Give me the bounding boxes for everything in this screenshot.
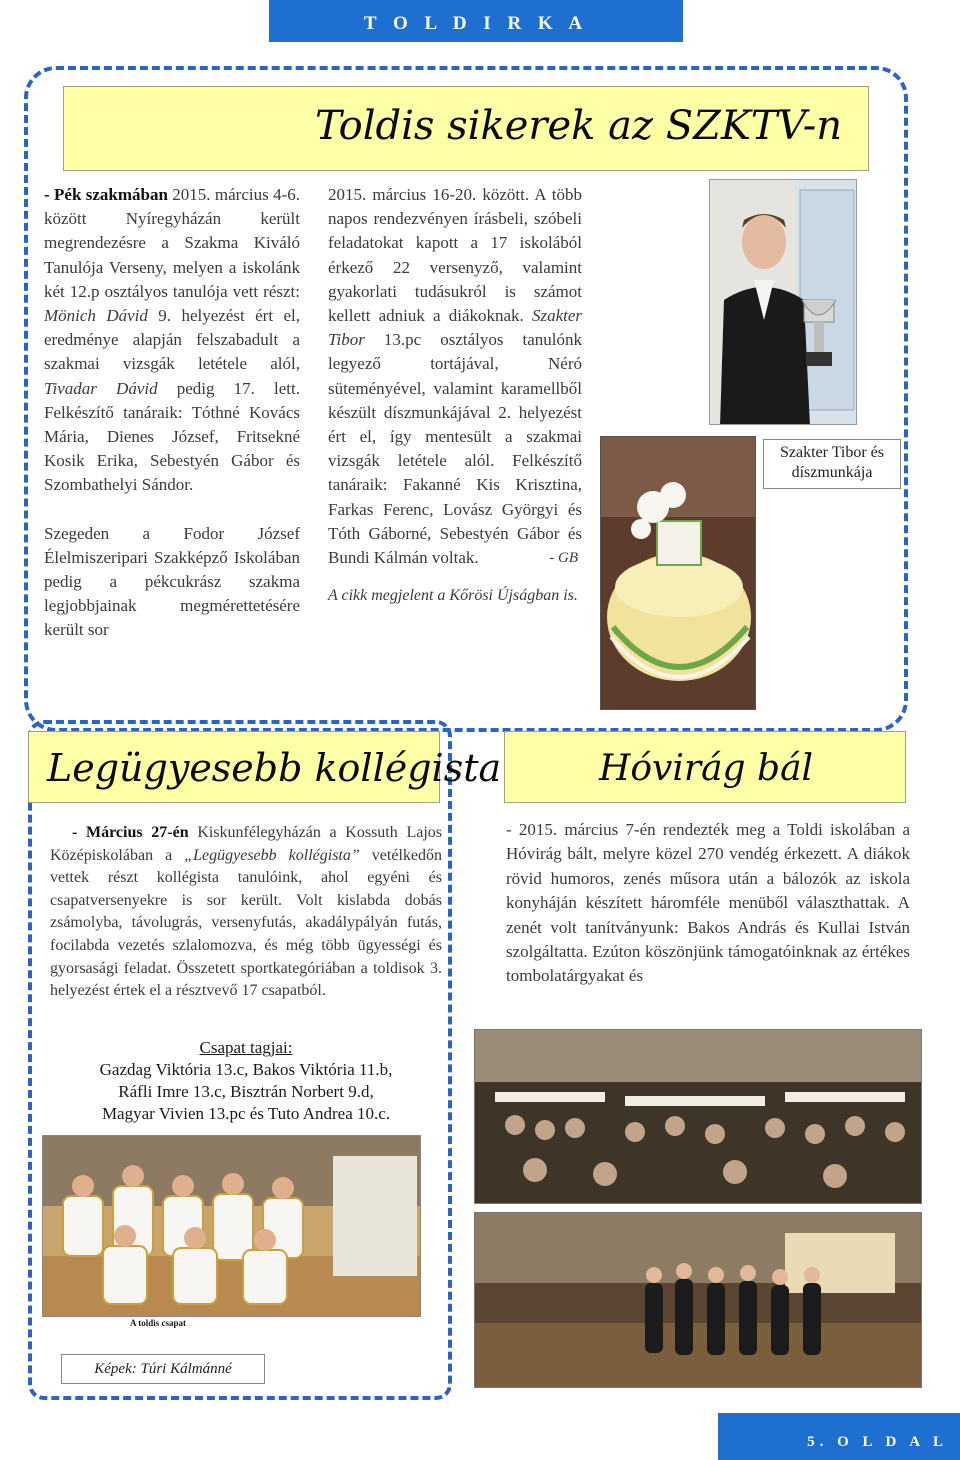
- name-monich: Mönich Dávid: [44, 306, 148, 326]
- team-line-2: Ráfli Imre 13.c, Bisztrán Norbert 9.d,: [118, 1082, 374, 1101]
- photo-student-trophy: [709, 179, 857, 425]
- event-name: „Legügyesebb kollégista”: [184, 846, 360, 864]
- team-heading: Csapat tagjai:: [199, 1038, 293, 1057]
- title-box-kollegista: [28, 731, 502, 803]
- photo-cake-graphic: [601, 437, 756, 710]
- paragraph-szeged: Szegeden a Fodor József Élelmiszeripari Szakképző Iskolában pedig a pékcukrász szakma legjobbjainak megmérettetésére került sor: [44, 523, 300, 640]
- source-note: A cikk megjelent a Kőrösi Újságban is.: [328, 587, 578, 605]
- photo-team: [42, 1135, 421, 1317]
- photo-credit: Képek: Túri Kálmánné: [61, 1354, 265, 1384]
- caption-team: A toldis csapat: [129, 1318, 186, 1328]
- photo-team-graphic: [43, 1136, 421, 1317]
- title-box-hovirag: [504, 731, 906, 803]
- page-number: 5. O L D A L: [807, 1434, 948, 1450]
- caption-szakter: Szakter Tibor és díszmunkája: [763, 439, 901, 489]
- photo-student-trophy-graphic: [710, 180, 857, 425]
- name-szakter: Szakter Tibor: [328, 306, 582, 350]
- article-title-kollegista: Legügyesebb kollégista: [47, 746, 502, 790]
- photo-cake: [600, 436, 756, 710]
- header-bar: [269, 0, 683, 42]
- article-column-pek: [44, 183, 300, 643]
- photo-ball-dance-graphic: [475, 1213, 922, 1388]
- article-title-szktv: Toldis sikerek az SZKTV-n: [315, 103, 842, 149]
- name-tivadar: Tivadar Dávid: [44, 378, 158, 398]
- photo-ball-hall: [474, 1029, 922, 1204]
- article-title-hovirag: Hóvirág bál: [598, 748, 814, 789]
- footer-bar: [718, 1413, 960, 1460]
- team-line-3: Magyar Vivien 13.pc és Tuto Andrea 10.c.: [101, 1104, 391, 1123]
- signature: - GB: [549, 550, 578, 567]
- photo-ball-dance: [474, 1212, 922, 1388]
- paragraph-pek: - Pék szakmában 2015. március 4-6. között Nyíregyházán került megrendezésre a Szakma Kiváló Tanulója Verseny, melyen a iskolánk két 12.p osztályos tanulója vett részt: Mönich Dávid 9. helyezést ért el, eredménye alapján felszabadult a szakmai vizsgák letétele alól, Tivadar Dávid pedig 17. lett. Felkészítő tanáraik: Tóthné Kovács Mária, Dienes József, Fritsekné Kosik Erika, Sebestyén Gábor és Szombathelyi Sándor.: [44, 185, 300, 495]
- newsletter-title: T O L D I R K A: [363, 13, 589, 34]
- team-line-1: Gazdag Viktória 13.c, Bakos Viktória 11.b,: [99, 1060, 393, 1079]
- article-body-hovirag: - 2015. március 7-én rendezték meg a Toldi iskolában a Hóvirág bált, melyre közel 270 vendég érkezett. A diákok rövid humoros, zenés műsora után a bálozók az iskola konyháján készített háromféle menüből választhattak. A zenét volt tanítványunk: Bakos András és Kullai István szolgáltatta. Ezúton köszönjünk támogatóinknak az értékes tombolatárgyakat és: [506, 820, 910, 986]
- lead-kollegista: - Március 27-én: [72, 824, 189, 841]
- photo-ball-hall-graphic: [475, 1030, 922, 1204]
- paragraph-szakter: 2015. március 16-20. között. A több napos rendezvényen írásbeli, szóbeli feladatokat kapott a 17 iskolából érkező 22 versenyző, valamint gyakorlati tudásukról is számot kellett adniuk a diákoknak. Szakter Tibor 13.pc osztályos tanulónk legyező tortájával, Néró süteményével, valamint karamellből készült díszmunkájával 2. helyezést ért el, így mentesült a szakmai vizsgák letétele alól. Felkészítő tanáraik: Fakanné Kis Krisztina, Farkas Ferenc, Lovász Györgyi és Tóth Gáborné, Sebestyén Gábor és Bundi Kálmán voltak.: [328, 185, 582, 568]
- lead-pek: - Pék szakmában: [44, 185, 168, 204]
- team-members: [50, 1037, 442, 1125]
- title-box-szktv: [63, 86, 869, 171]
- article-body-kollegista: - Március 27-én Kiskunfélegyházán a Kossuth Lajos Középiskolában a „Legügyesebb kollégista” vetélkedőn vettek részt kollégista tanulóink, ahol egyéni és csapatversenyekre is sor került. Volt kislabda dobás zsámolyba, távolugrás, versenyfutás, akadálypályán futás, focilabda vezetés szlalomozva, és még több ügyességi és gyorsasági feladat. Összetett sportkategóriában a toldisok 3. helyezést értek el a résztvevő 17 csapatból.: [50, 824, 442, 1000]
- article-column-szakter: [328, 183, 582, 606]
